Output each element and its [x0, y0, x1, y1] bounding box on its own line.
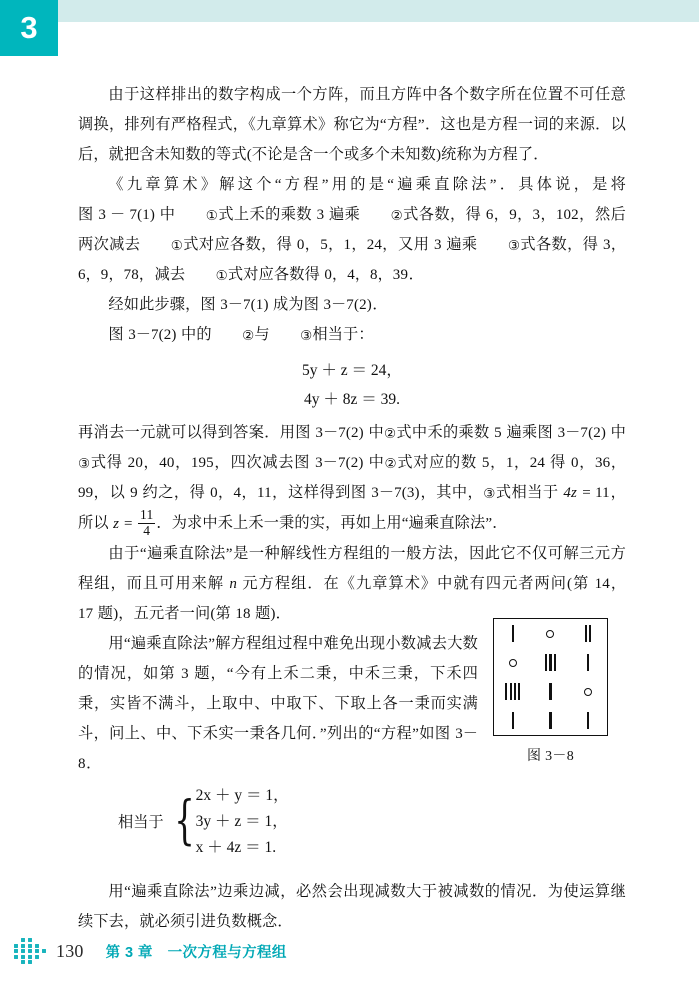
display-equation-2: 4y ＋ 8z ＝ 39.	[303, 391, 400, 408]
fraction-denominator: 4	[138, 523, 155, 539]
system-equation-2: 3y ＋ z ＝ 1，	[195, 812, 288, 830]
rod-cell-r1c3	[569, 619, 607, 648]
counting-rod-icon	[545, 654, 547, 671]
paragraph-7: 用“遍乘直除法”解方程组过程中难免出现小数减去大数的情况，如第 3 题，“今有上禾二秉，中禾三秉，下禾四秉，实皆不满斗，上取中、中取下、下取上各一秉而实满斗，问上、中、下禾实一秉各几何．”列出的“方程”如图 3－8．	[78, 634, 478, 772]
footer-chapter-title: 第 3 章 一次方程与方程组	[105, 944, 287, 961]
display-equation-block	[78, 356, 626, 414]
rod-cell-r4c2	[532, 706, 570, 735]
system-equation-1: 2x ＋ y ＝ 1，	[195, 786, 289, 804]
page-number: 130	[56, 940, 84, 961]
counting-rod-icon	[549, 683, 551, 700]
paragraph-4: 图 3－7(2) 中的 ②与 ③相当于：	[108, 326, 374, 344]
counting-rod-icon	[587, 712, 589, 729]
rod-cell-r2c1	[494, 648, 532, 677]
counting-rod-icon	[518, 683, 520, 700]
rod-cell-r3c3	[569, 677, 607, 706]
paragraph-6: 由于“遍乘直除法”是一种解线性方程组的一般方法，因此它不仅可解三元方程组，而且可用来解 n 元方程组．在《九章算术》中就有四元者两问(第 14，17 题)，五元者一问(第 18 题)．	[78, 544, 626, 622]
paragraph-8: 用“遍乘直除法”边乘边减，必然会出现减数大于被减数的情况．为使运算继续下去，就必须引进负数概念．	[78, 882, 626, 930]
system-equations-list	[196, 783, 289, 861]
counting-rod-icon	[549, 712, 551, 729]
fraction-eleven-fourths	[138, 508, 155, 538]
paragraph-2: 《九章算术》解这个“方程”用的是“遍乘直除法”．具体说，是将图 3 － 7(1) 中 ①式上禾的乘数 3 遍乘 ②式各数，得 6，9，3，102，然后两次减去 ①式对应各数，得 0，5，1，24，又用 3 遍乘 ③式各数，得 3，6，9，78，减去 ①式对应各数得 0，4，8，39．	[78, 176, 627, 284]
paragraph-5: 再消去一元就可以得到答案．用图 3－7(2) 中②式中禾的乘数 5 遍乘图 3－7(2) 中③式得 20，40，195，四次减去图 3－7(2) 中②式对应的数 5，1，24 得 0，36，99，以 9 约之，得 0，4，11，这样得到图 3－7(3)，其中，③式相当于 4z = 11，所以 z = $\frac{11}{4}$ ．为求中禾上禾一秉的实，再如上用“遍乘直除法”．	[78, 424, 627, 538]
rod-cell-r2c2	[532, 648, 570, 677]
dot-pattern-decoration	[14, 938, 48, 964]
chapter-number: 3	[20, 9, 38, 45]
counting-rod-icon	[587, 654, 589, 671]
page-content	[78, 80, 626, 937]
rod-cell-r4c3	[569, 706, 607, 735]
rod-cell-r4c1	[494, 706, 532, 735]
paragraph-3: 经如此步骤，图 3－7(1) 成为图 3－7(2)．	[108, 296, 388, 313]
counting-rod-icon	[510, 683, 512, 700]
counting-rod-icon	[549, 654, 551, 671]
rod-cell-r3c2	[532, 677, 570, 706]
figure-3-8	[493, 618, 608, 765]
system-of-equations	[78, 783, 626, 861]
counting-rod-icon	[554, 654, 556, 671]
system-equation-3: x ＋ 4z ＝ 1.	[195, 838, 277, 856]
zero-circle-icon	[584, 688, 592, 696]
counting-rod-grid	[493, 618, 608, 736]
counting-rod-icon	[512, 712, 514, 729]
counting-rod-icon	[512, 625, 514, 642]
page-footer	[0, 936, 699, 966]
counting-rod-icon	[589, 625, 591, 642]
rod-cell-r3c1	[494, 677, 532, 706]
counting-rod-icon	[585, 625, 587, 642]
display-equation-1: 5y ＋ z ＝ 24，	[302, 362, 402, 379]
rod-cell-r2c3	[569, 648, 607, 677]
rod-cell-r1c2	[532, 619, 570, 648]
zero-circle-icon	[509, 659, 517, 667]
left-brace-icon: {	[173, 790, 195, 851]
header-chapter-box	[0, 0, 58, 56]
zero-circle-icon	[546, 630, 554, 638]
rod-cell-r1c1	[494, 619, 532, 648]
fraction-numerator: 11	[140, 507, 154, 522]
system-label: 相当于	[118, 814, 164, 832]
counting-rod-icon	[505, 683, 507, 700]
figure-caption: 图 3－8	[527, 749, 574, 764]
counting-rod-icon	[514, 683, 516, 700]
paragraph-1: 由于这样排出的数字构成一个方阵，而且方阵中各个数字所在位置不可任意调换，排列有严格程式，《九章算术》称它为“方程”．这也是方程一词的来源．以后，就把含未知数的等式(不论是含一个或多个未知数)统称为方程了．	[78, 86, 626, 163]
header-band	[0, 0, 699, 22]
